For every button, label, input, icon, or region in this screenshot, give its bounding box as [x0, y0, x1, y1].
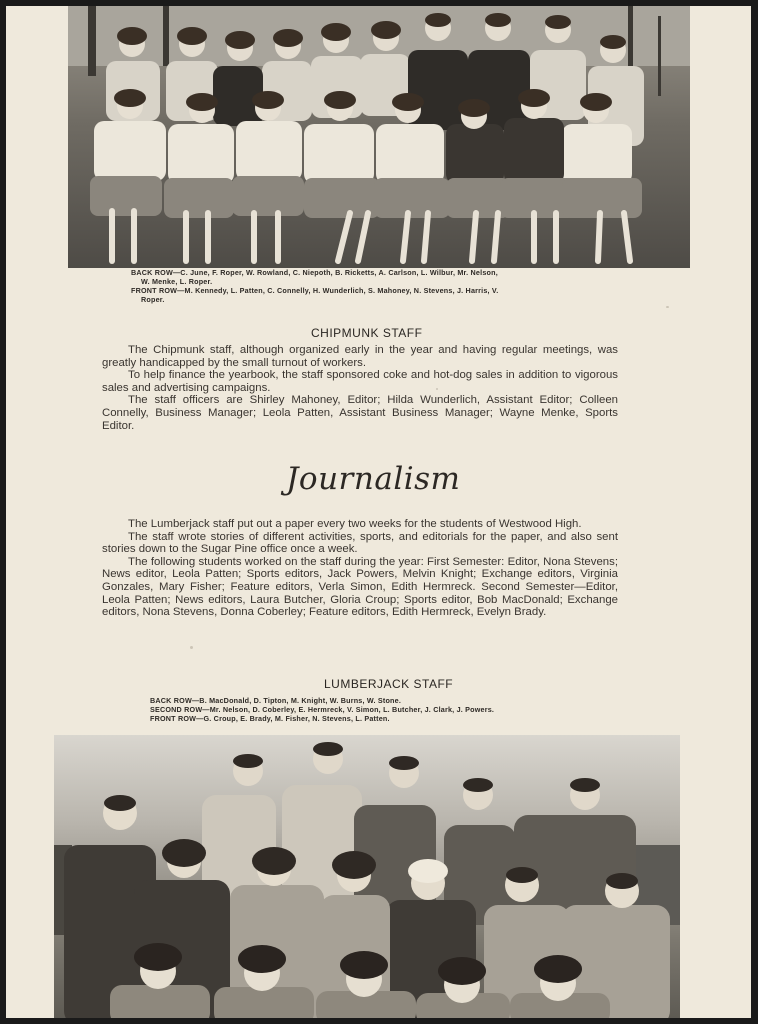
caption-front-row-cont: Roper. [141, 295, 165, 304]
paper-speck [436, 388, 438, 390]
chipmunk-photo-caption [131, 268, 631, 304]
chipmunk-paragraph: To help finance the yearbook, the staff sponsored coke and hot-dog sales in addition to vigorous sales and advertising campaigns. [102, 369, 618, 394]
caption-back-row-cont: W. Menke, L. Roper. [141, 277, 213, 286]
caption-front-row: FRONT ROW—G. Croup, E. Brady, M. Fisher, N. Stevens, L. Patten. [150, 714, 390, 723]
chipmunk-paragraph: The staff officers are Shirley Mahoney, Editor; Hilda Wunderlich, Assistant Editor; Colleen Connelly, Business Manager; Leola Patten, Assistant Business Manager; Wayne Menke, Sports Editor. [102, 394, 618, 432]
chipmunk-photo-figures [68, 6, 690, 268]
caption-back-row: BACK ROW—B. MacDonald, D. Tipton, M. Knight, W. Burns, W. Stone. [150, 696, 402, 705]
chipmunk-paragraph: The Chipmunk staff, although organized early in the year and having regular meetings, was greatly handicapped by the small turnout of workers. [102, 344, 618, 369]
caption-back-row: BACK ROW—C. June, F. Roper, W. Rowland, C. Niepoth, B. Ricketts, A. Carlson, L. Wilbur, Mr. Nelson, [131, 268, 498, 277]
chipmunk-body [102, 344, 618, 432]
lumberjack-staff-heading: LUMBERJACK STAFF [324, 677, 454, 691]
yearbook-page [6, 6, 751, 1018]
journalism-body [102, 518, 618, 619]
lumberjack-staff-photo [54, 735, 680, 1018]
lumberjack-photo-figures [54, 735, 680, 1018]
caption-second-row: SECOND ROW—Mr. Nelson, D. Coberley, E. Hermreck, V. Simon, L. Butcher, J. Clark, J. Powers. [150, 705, 495, 714]
lumberjack-photo-caption [150, 696, 630, 723]
journalism-paragraph: The following students worked on the staff during the year: First Semester: Editor, Nona Stevens; News editor, Leola Patten; Sports editors, Jack Powers, Melvin Knight; Exchange editors, Virginia Gonzales, Mary Fisher; Feature editors, Verla Simon, Edith Hermreck. Second Semester—Editor, Leola Patten; News editors, Laura Butcher, Gloria Croup; Sports editor, Bob MacDonald; Exchange editors, Nona Stevens, Donna Coberley; Feature editors, Edith Hermreck, Evelyn Brady. [102, 555, 618, 619]
journalism-paragraph: The Lumberjack staff put out a paper every two weeks for the students of Westwood High. [128, 518, 582, 530]
paper-speck [666, 306, 669, 308]
journalism-paragraph: The staff wrote stories of different activities, sports, and editorials for the paper, and also sent stories down to the Sugar Pine office once a week. [102, 530, 618, 556]
chipmunk-staff-photo [68, 6, 690, 268]
paper-speck [190, 646, 193, 649]
journalism-title: Journalism [286, 461, 461, 497]
chipmunk-staff-heading: CHIPMUNK STAFF [311, 326, 423, 340]
caption-front-row: FRONT ROW—M. Kennedy, L. Patten, C. Connelly, H. Wunderlich, S. Mahoney, N. Stevens, J. Harris, V. [131, 286, 499, 295]
